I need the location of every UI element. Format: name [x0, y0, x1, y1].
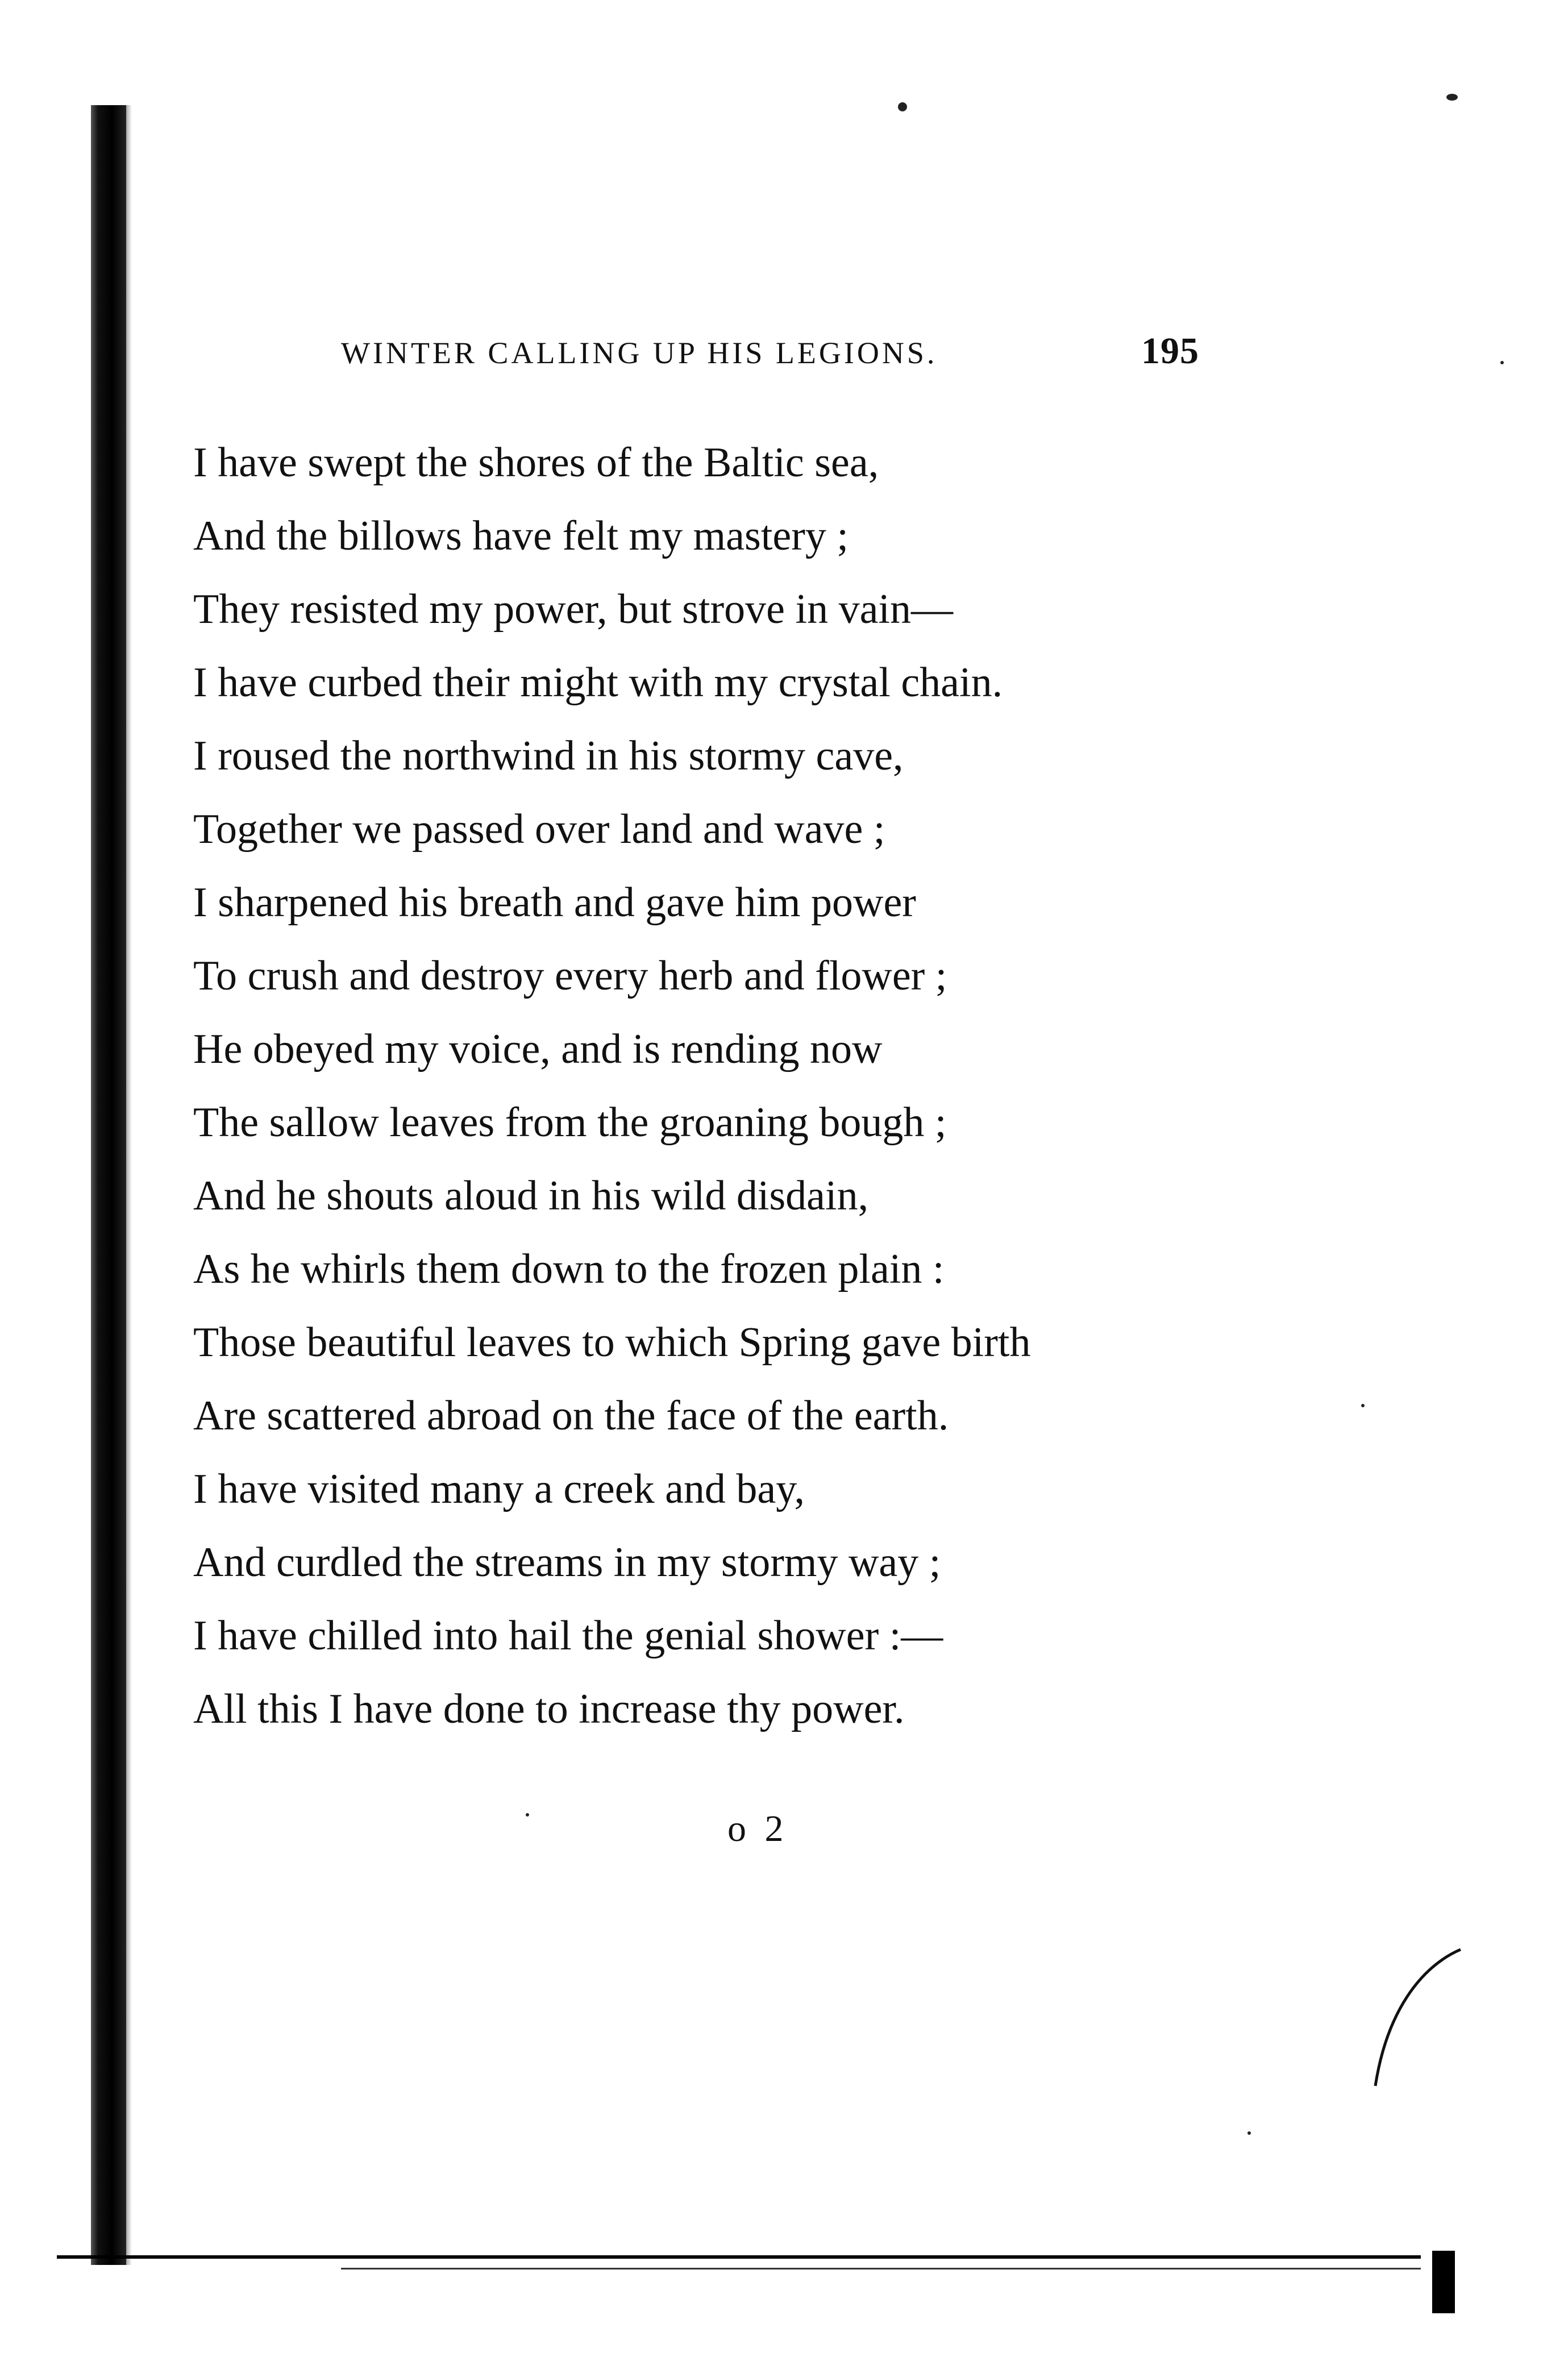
ink-speck	[1500, 361, 1504, 364]
poem-line: They resisted my power, but strove in vain—	[193, 586, 953, 633]
ink-speck	[526, 1813, 529, 1817]
ink-speck	[1446, 94, 1458, 101]
poem-line: I sharpened his breath and gave him power	[193, 879, 916, 926]
signature-mark: o 2	[727, 1808, 788, 1849]
poem-line: Those beautiful leaves to which Spring gave birth	[193, 1319, 1031, 1366]
poem-text	[193, 426, 1273, 1746]
corner-mark	[1432, 2251, 1455, 2313]
poem-line: I have swept the shores of the Baltic sea,	[193, 439, 879, 486]
poem-line: I roused the northwind in his stormy cave,	[193, 733, 904, 779]
poem-line: To crush and destroy every herb and flower ;	[193, 953, 947, 999]
poem-line: And he shouts aloud in his wild disdain,	[193, 1173, 869, 1219]
ink-speck	[1361, 1404, 1365, 1407]
bottom-rule-thin	[341, 2268, 1421, 2269]
poem-line: I have chilled into hail the genial shower :—	[193, 1612, 943, 1659]
poem-line: Are scattered abroad on the face of the earth.	[193, 1393, 949, 1439]
poem-line: I have curbed their might with my crystal chain.	[193, 659, 1003, 706]
page-number: 195	[1141, 330, 1199, 372]
running-head-title: WINTER CALLING UP HIS LEGIONS.	[341, 336, 938, 370]
page-edge-curl	[1353, 1944, 1466, 2092]
poem-line: And the billows have felt my mastery ;	[193, 513, 849, 559]
poem-line: I have visited many a creek and bay,	[193, 1466, 805, 1512]
ink-speck	[1247, 2131, 1251, 2135]
binding-shadow	[126, 105, 132, 2265]
poem-line: The sallow leaves from the groaning bough ;	[193, 1099, 947, 1146]
poem-line: Together we passed over land and wave ;	[193, 806, 885, 853]
poem-line: As he whirls them down to the frozen plain :	[193, 1246, 945, 1292]
poem-line: All this I have done to increase thy power.	[193, 1686, 905, 1732]
poem-line: He obeyed my voice, and is rending now	[193, 1026, 883, 1073]
running-head	[341, 330, 1199, 381]
poem-line: And curdled the streams in my stormy way ;	[193, 1539, 941, 1586]
binding-edge	[91, 105, 126, 2265]
bottom-rule	[57, 2255, 1421, 2259]
ink-speck	[898, 102, 907, 111]
